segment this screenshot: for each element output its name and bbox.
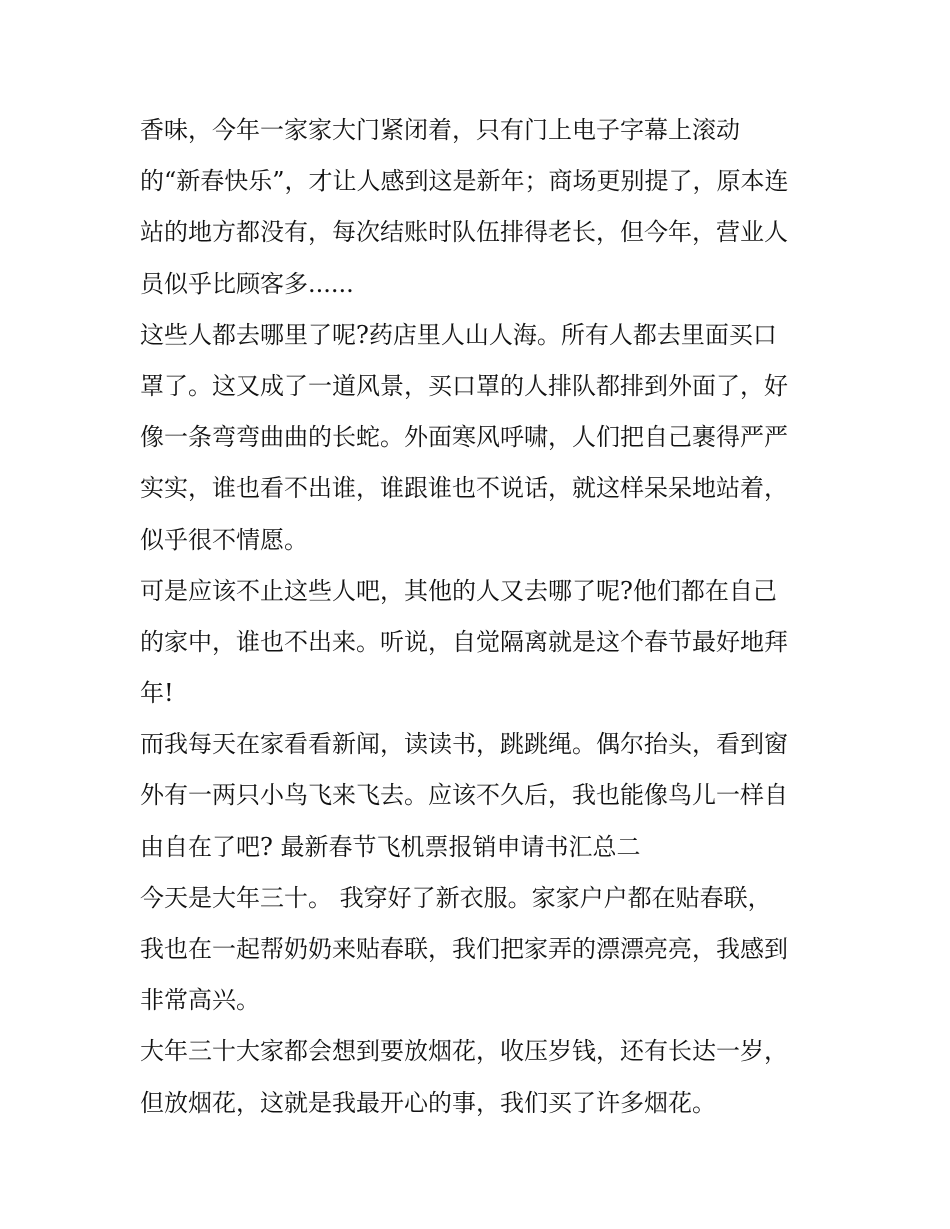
- text-line: 今天是大年三十。 我穿好了新衣服。家家户户都在贴春联，: [140, 883, 772, 912]
- text-line: 罩了。这又成了一道风景，买口罩的人排队都排到外面了，好: [140, 371, 788, 400]
- text-line: 大年三十大家都会想到要放烟花，收压岁钱，还有长达一岁，: [140, 1037, 788, 1066]
- text-line: 但放烟花，这就是我最开心的事，我们买了许多烟花。: [140, 1088, 716, 1117]
- text-line: 员似乎比顾客多......: [140, 269, 354, 298]
- text-line: 的“新春快乐”，才让人感到这是新年；商场更别提了，原本连: [140, 167, 789, 196]
- text-line: 站的地方都没有，每次结账时队伍排得老长，但今年，营业人: [140, 218, 788, 247]
- text-line: 像一条弯弯曲曲的长蛇。外面寒风呼啸，人们把自己裹得严严: [140, 423, 788, 452]
- text-line: 似乎很不情愿。: [140, 525, 308, 554]
- text-line: 香味，今年一家家大门紧闭着，只有门上电子字幕上滚动: [140, 116, 740, 144]
- text-line: 可是应该不止这些人吧，其他的人又去哪了呢?他们都在自己: [140, 576, 777, 605]
- text-line: 外有一两只小鸟飞来飞去。应该不久后，我也能像鸟儿一样自: [140, 781, 788, 810]
- document-body: [140, 105, 820, 1129]
- text-line: 的家中，谁也不出来。听说，自觉隔离就是这个春节最好地拜: [140, 627, 788, 656]
- text-line: 年!: [140, 679, 174, 708]
- text-line: 由自在了吧? 最新春节飞机票报销申请书汇总二: [140, 832, 641, 861]
- text-line: 这些人都去哪里了呢?药店里人山人海。所有人都去里面买口: [140, 320, 777, 349]
- text-line: 实实，谁也看不出谁，谁跟谁也不说话，就这样呆呆地站着，: [140, 474, 788, 503]
- text-line: 我也在一起帮奶奶来贴春联，我们把家弄的漂漂亮亮，我感到: [140, 935, 788, 963]
- text-line: 非常高兴。: [140, 986, 260, 1015]
- text-line: 而我每天在家看看新闻，读读书，跳跳绳。偶尔抬头，看到窗: [140, 730, 788, 759]
